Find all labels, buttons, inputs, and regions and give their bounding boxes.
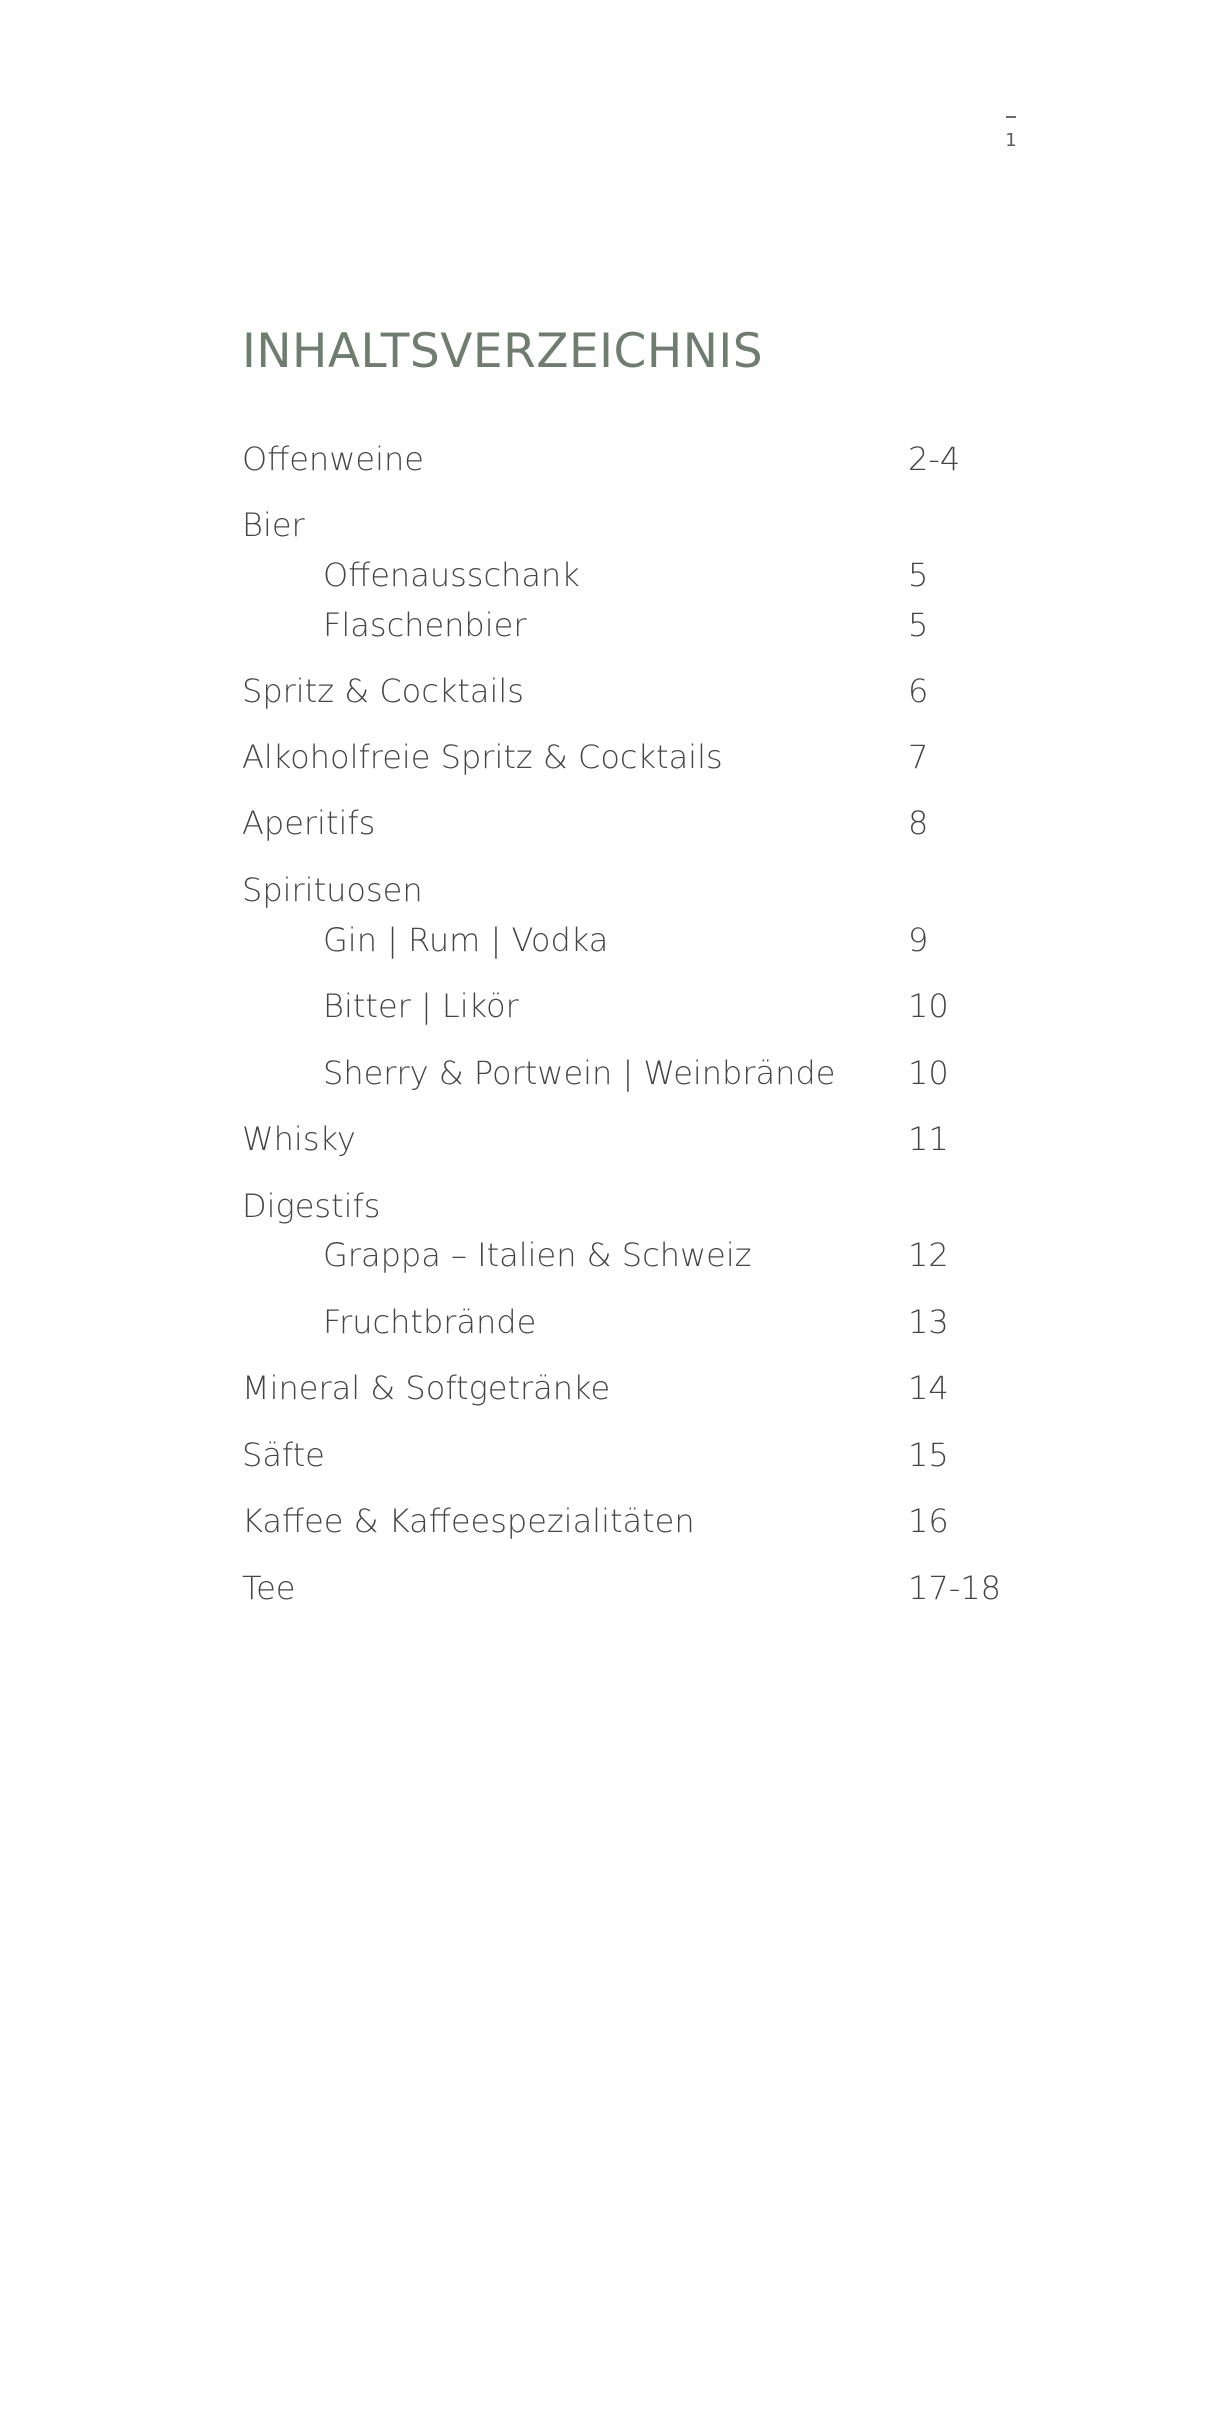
toc-entry-flaschenbier[interactable] bbox=[0, 600, 1222, 650]
toc-section-digestifs bbox=[0, 1181, 1222, 1231]
toc-section-spirituosen bbox=[0, 865, 1222, 915]
toc-entry-saefte[interactable] bbox=[0, 1430, 1222, 1480]
page-number-marker bbox=[996, 100, 1026, 150]
toc-entry-page: 13 bbox=[908, 1303, 949, 1341]
toc-entry-page: 5 bbox=[908, 606, 929, 644]
toc-entry-label: Mineral & Softgetränke bbox=[242, 1369, 611, 1407]
toc-entry-whisky[interactable] bbox=[0, 1114, 1222, 1164]
toc-entry-label: Offenweine bbox=[242, 440, 424, 478]
toc-entry-mineral-softgetraenke[interactable] bbox=[0, 1363, 1222, 1413]
toc-entry-aperitifs[interactable] bbox=[0, 798, 1222, 848]
page-number: 1 bbox=[1005, 129, 1017, 151]
toc-entry-grappa[interactable] bbox=[0, 1230, 1222, 1280]
toc-entry-page: 10 bbox=[908, 1054, 949, 1092]
toc-entry-page: 12 bbox=[908, 1236, 949, 1274]
toc-entry-page: 2-4 bbox=[908, 440, 961, 478]
toc-entry-label: Flaschenbier bbox=[323, 606, 527, 644]
toc-entry-label: Spritz & Cocktails bbox=[242, 672, 524, 710]
toc-entry-label: Whisky bbox=[242, 1120, 356, 1158]
toc-entry-page: 9 bbox=[908, 921, 929, 959]
toc-entry-kaffee[interactable] bbox=[0, 1496, 1222, 1546]
toc-entry-page: 5 bbox=[908, 556, 929, 594]
toc-section-label: Digestifs bbox=[242, 1187, 381, 1225]
toc-entry-label: Sherry & Portwein | Weinbrände bbox=[323, 1054, 836, 1092]
toc-entry-label: Aperitifs bbox=[242, 804, 376, 842]
toc-entry-label: Offenausschank bbox=[323, 556, 580, 594]
toc-entry-tee[interactable] bbox=[0, 1563, 1222, 1613]
toc-entry-offenausschank[interactable] bbox=[0, 550, 1222, 600]
toc-entry-sherry-portwein[interactable] bbox=[0, 1048, 1222, 1098]
toc-entry-label: Bitter | Likör bbox=[323, 987, 519, 1025]
page-title: INHALTSVERZEICHNIS bbox=[242, 324, 764, 379]
toc-entry-page: 11 bbox=[908, 1120, 949, 1158]
toc-entry-page: 16 bbox=[908, 1502, 949, 1540]
toc-entry-page: 8 bbox=[908, 804, 929, 842]
toc-entry-label: Fruchtbrände bbox=[323, 1303, 537, 1341]
toc-entry-page: 10 bbox=[908, 987, 949, 1025]
toc-entry-page: 17-18 bbox=[908, 1569, 1001, 1607]
toc-entry-label: Alkoholfreie Spritz & Cocktails bbox=[242, 738, 723, 776]
page-number-dash bbox=[1006, 116, 1016, 118]
toc-entry-page: 7 bbox=[908, 738, 929, 776]
toc-entry-label: Gin | Rum | Vodka bbox=[323, 921, 609, 959]
toc-entry-spritz-cocktails[interactable] bbox=[0, 666, 1222, 716]
toc-entry-offenweine[interactable] bbox=[0, 434, 1222, 484]
toc-entry-label: Grappa – Italien & Schweiz bbox=[323, 1236, 752, 1274]
toc-entry-label: Kaffee & Kaffeespezialitäten bbox=[242, 1502, 695, 1540]
toc-entry-page: 15 bbox=[908, 1436, 949, 1474]
toc-entry-page: 14 bbox=[908, 1369, 949, 1407]
toc-section-label: Bier bbox=[242, 506, 305, 544]
toc-entry-alkoholfreie-spritz[interactable] bbox=[0, 732, 1222, 782]
toc-section-label: Spirituosen bbox=[242, 871, 423, 909]
toc-entry-bitter-likoer[interactable] bbox=[0, 981, 1222, 1031]
toc-entry-gin-rum-vodka[interactable] bbox=[0, 915, 1222, 965]
toc-entry-fruchtbraende[interactable] bbox=[0, 1297, 1222, 1347]
toc-entry-label: Tee bbox=[242, 1569, 296, 1607]
toc-entry-label: Säfte bbox=[242, 1436, 325, 1474]
toc-section-bier bbox=[0, 500, 1222, 550]
toc-entry-page: 6 bbox=[908, 672, 929, 710]
